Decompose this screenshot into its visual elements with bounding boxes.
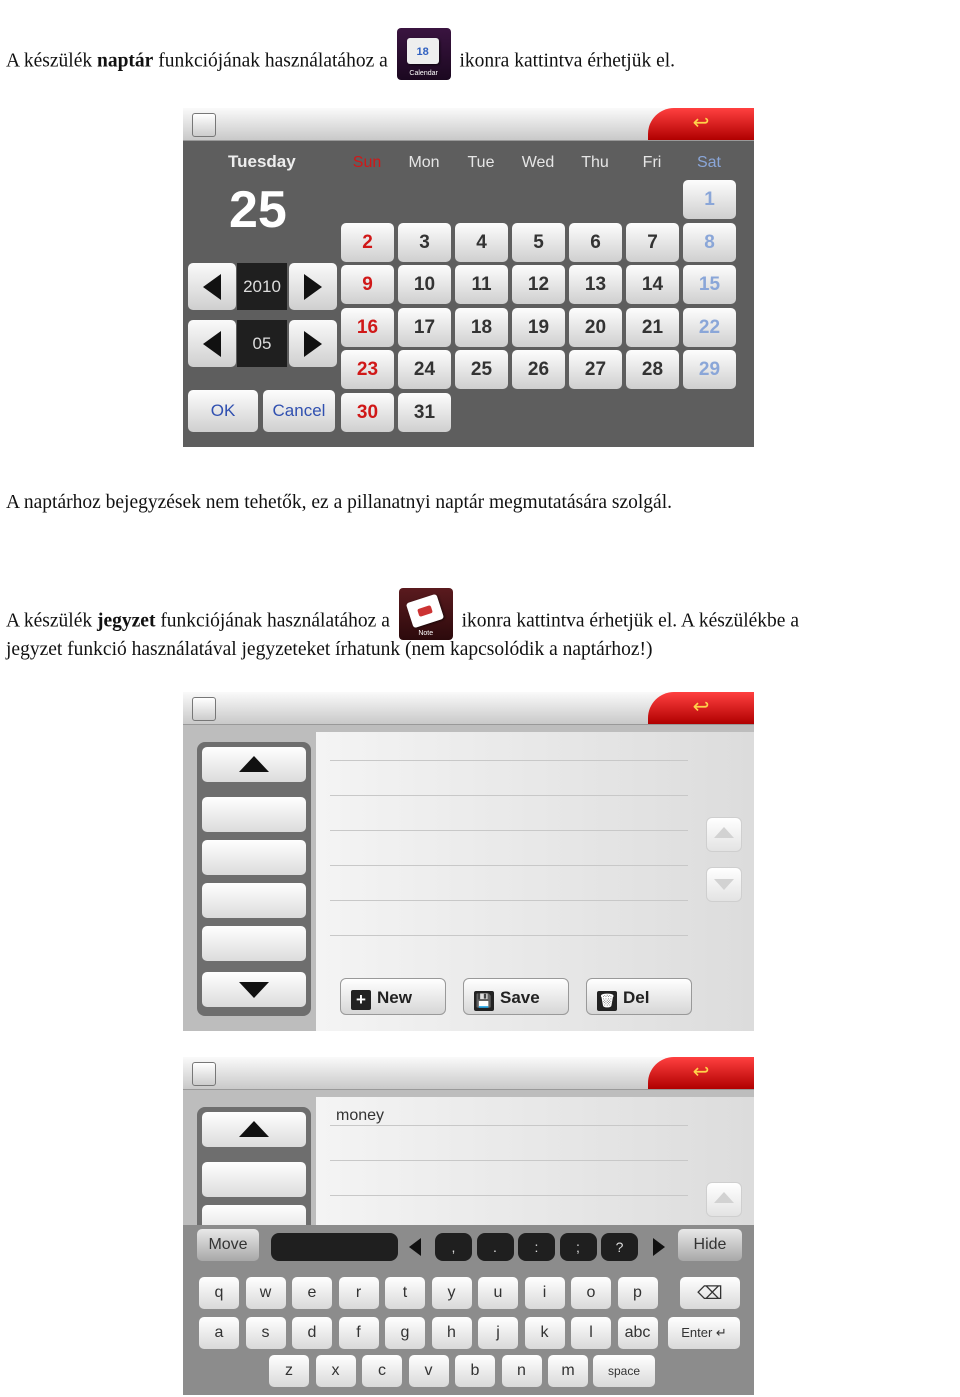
calendar-day-cell[interactable]: 23	[341, 350, 394, 389]
calendar-day-cell[interactable]: 7	[626, 223, 679, 262]
calendar-day-cell[interactable]: 18	[455, 308, 508, 347]
notes-icon-label: Note	[418, 630, 434, 637]
calendar-day-cell[interactable]: 15	[683, 265, 736, 304]
note-text: money	[336, 1107, 385, 1124]
calendar-day-cell[interactable]: 16	[341, 308, 394, 347]
calendar-day-cell[interactable]: 1	[683, 180, 736, 219]
calendar-day-cell[interactable]: 17	[398, 308, 451, 347]
key-t[interactable]: t	[385, 1277, 425, 1309]
save-label: Save	[500, 988, 540, 1008]
calendar-top-bar	[183, 108, 754, 141]
list-down-button[interactable]	[202, 972, 306, 1007]
note-list-item[interactable]	[202, 926, 306, 961]
new-label: New	[377, 988, 412, 1008]
down-arrow-icon	[239, 982, 269, 998]
notes-app-icon[interactable]	[399, 588, 453, 640]
calendar-day-cell[interactable]: 25	[455, 350, 508, 389]
key-k[interactable]: k	[525, 1317, 565, 1349]
key-o[interactable]: o	[571, 1277, 611, 1309]
plus-icon: +	[351, 990, 371, 1010]
note-list-item[interactable]	[202, 840, 306, 875]
calendar-day-cell[interactable]: 6	[569, 223, 622, 262]
month-value: 05	[237, 320, 287, 367]
key-q[interactable]: q	[199, 1277, 239, 1309]
down-arrow-icon	[714, 879, 734, 890]
left-arrow-icon	[203, 274, 221, 300]
calendar-day-cell[interactable]: 12	[512, 265, 565, 304]
weekday-header: Thu	[581, 154, 609, 171]
weekday-header: Mon	[408, 154, 440, 171]
key-b[interactable]: b	[455, 1355, 495, 1387]
calendar-day-cell[interactable]: 8	[683, 223, 736, 262]
save-note-button[interactable]	[463, 978, 569, 1015]
right-arrow-icon	[304, 274, 322, 300]
calendar-app-icon[interactable]	[397, 28, 451, 80]
year-prev-button[interactable]	[188, 263, 236, 310]
calendar-day-cell[interactable]: 14	[626, 265, 679, 304]
calendar-day-cell[interactable]: 20	[569, 308, 622, 347]
cancel-button[interactable]: Cancel	[263, 390, 335, 432]
list-up-button[interactable]	[202, 1112, 306, 1147]
notes-paragraph-line2: jegyzet funkció használatával jegyzeteket írhatunk (nem kapcsolódik a naptárhoz!)	[6, 639, 653, 660]
scroll-up-button[interactable]	[706, 817, 742, 852]
scroll-down-button[interactable]	[706, 867, 742, 902]
calendar-day-cell[interactable]: 3	[398, 223, 451, 262]
calendar-day-cell[interactable]: 19	[512, 308, 565, 347]
para3-mid: funkciójának használatához a	[155, 610, 395, 632]
back-arrow-icon: ↩	[692, 696, 710, 718]
para3-pre: A készülék	[6, 610, 97, 632]
calendar-screen	[183, 108, 754, 447]
key-v[interactable]: v	[409, 1355, 449, 1387]
save-icon: 💾	[474, 991, 494, 1011]
selected-date: 25	[229, 181, 287, 239]
selected-weekday: Tuesday	[228, 152, 296, 171]
key-f[interactable]: f	[339, 1317, 379, 1349]
calendar-day-cell[interactable]: 21	[626, 308, 679, 347]
on-screen-keyboard	[183, 1225, 754, 1395]
candidate-field	[271, 1233, 398, 1261]
calendar-icon-label: Calendar	[409, 70, 438, 77]
key-w[interactable]: w	[246, 1277, 286, 1309]
calendar-day-cell[interactable]: 13	[569, 265, 622, 304]
key-l[interactable]: l	[571, 1317, 611, 1349]
ok-button[interactable]: OK	[188, 390, 258, 432]
up-arrow-icon	[714, 1192, 734, 1203]
key-n[interactable]: n	[502, 1355, 542, 1387]
symbol-key[interactable]: ?	[601, 1233, 638, 1261]
up-arrow-icon	[714, 827, 734, 838]
weekday-header: Tue	[467, 154, 495, 171]
weekday-header: Fri	[642, 154, 662, 171]
up-arrow-icon	[239, 1121, 269, 1137]
notes-editor-screen	[183, 692, 754, 1031]
space-key[interactable]: space	[593, 1355, 655, 1387]
back-arrow-icon: ↩	[692, 1061, 710, 1083]
key-u[interactable]: u	[478, 1277, 518, 1309]
delete-note-button[interactable]	[586, 978, 692, 1015]
new-note-button[interactable]	[340, 978, 446, 1015]
month-next-button[interactable]	[289, 320, 337, 367]
para1-bold: naptár	[96, 50, 154, 72]
notes-keyboard-screen	[183, 1057, 754, 1395]
symbol-key[interactable]: .	[477, 1233, 514, 1261]
calendar-day-cell[interactable]: 22	[683, 308, 736, 347]
calendar-day-cell[interactable]: 11	[455, 265, 508, 304]
key-x[interactable]: x	[316, 1355, 356, 1387]
symbol-key[interactable]: ;	[560, 1233, 597, 1261]
key-d[interactable]: d	[292, 1317, 332, 1349]
key-g[interactable]: g	[385, 1317, 425, 1349]
calendar-day-cell[interactable]: 2	[341, 223, 394, 262]
calendar-header-icon	[192, 113, 216, 137]
notes-header-icon	[192, 1062, 216, 1086]
right-arrow-icon	[304, 331, 322, 357]
year-value: 2010	[237, 263, 287, 310]
key-c[interactable]: c	[362, 1355, 402, 1387]
para1-post: ikonra kattintva érhetjük el.	[454, 50, 676, 72]
key-h[interactable]: h	[432, 1317, 472, 1349]
note-list-panel	[197, 742, 311, 1016]
calendar-day-cell[interactable]: 26	[512, 350, 565, 389]
list-up-button[interactable]	[202, 747, 306, 782]
para1-pre: A készülék	[6, 50, 97, 72]
symbol-key[interactable]: ,	[435, 1233, 472, 1261]
key-j[interactable]: j	[478, 1317, 518, 1349]
calendar-day-cell[interactable]: 5	[512, 223, 565, 262]
weekday-header: Sat	[696, 154, 721, 171]
key-z[interactable]: z	[269, 1355, 309, 1387]
notes-top-bar	[183, 692, 754, 725]
month-prev-button[interactable]	[188, 320, 236, 367]
note-list-item[interactable]	[202, 1162, 306, 1197]
calendar-icon-number: 18	[416, 46, 429, 58]
intro-calendar-paragraph	[6, 36, 675, 88]
left-arrow-icon	[203, 331, 221, 357]
trash-icon: 🗑	[597, 991, 617, 1011]
weekday-header: Wed	[521, 154, 555, 171]
key-y[interactable]: y	[432, 1277, 472, 1309]
del-label: Del	[623, 988, 650, 1008]
up-arrow-icon	[239, 756, 269, 772]
calendar-day-cell[interactable]: 31	[398, 393, 451, 432]
move-button[interactable]: Move	[197, 1229, 259, 1261]
symbol-key[interactable]: :	[518, 1233, 555, 1261]
enter-key[interactable]: Enter ↵	[668, 1317, 740, 1349]
calendar-day-cell[interactable]: 24	[398, 350, 451, 389]
para3-bold: jegyzet	[96, 610, 156, 632]
back-button[interactable]	[648, 692, 754, 724]
back-button[interactable]	[648, 108, 754, 140]
back-button[interactable]	[648, 1057, 754, 1089]
calendar-day-cell[interactable]: 4	[455, 223, 508, 262]
notes-top-bar	[183, 1057, 754, 1090]
year-next-button[interactable]	[289, 263, 337, 310]
calendar-note-paragraph: A naptárhoz bejegyzések nem tehetők, ez a pillanatnyi naptár megmutatására szolgál.	[6, 492, 672, 513]
hide-button[interactable]: Hide	[678, 1229, 742, 1261]
notes-header-icon	[192, 697, 216, 721]
key-s[interactable]: s	[246, 1317, 286, 1349]
weekday-header: Sun	[352, 154, 382, 171]
calendar-day-cell[interactable]: 29	[683, 350, 736, 389]
backspace-key[interactable]: ⌫	[680, 1277, 740, 1309]
scroll-up-button[interactable]	[706, 1182, 742, 1217]
calendar-day-cell[interactable]: 10	[398, 265, 451, 304]
key-m[interactable]: m	[548, 1355, 588, 1387]
key-e[interactable]: e	[292, 1277, 332, 1309]
note-list-item[interactable]	[202, 883, 306, 918]
para3-post: ikonra kattintva érhetjük el. A készülékbe a	[456, 610, 799, 632]
right-arrow-icon[interactable]	[653, 1238, 665, 1256]
calendar-day-cell[interactable]: 9	[341, 265, 394, 304]
note-list-item[interactable]	[202, 797, 306, 832]
calendar-day-cell[interactable]: 27	[569, 350, 622, 389]
key-r[interactable]: r	[339, 1277, 379, 1309]
calendar-day-cell[interactable]: 28	[626, 350, 679, 389]
calendar-day-cell[interactable]: 30	[341, 393, 394, 432]
key-p[interactable]: p	[618, 1277, 658, 1309]
key-a[interactable]: a	[199, 1317, 239, 1349]
key-abc[interactable]: abc	[618, 1317, 658, 1349]
key-i[interactable]: i	[525, 1277, 565, 1309]
back-arrow-icon: ↩	[692, 112, 710, 134]
para1-mid: funkciójának használatához a	[153, 50, 393, 72]
left-arrow-icon[interactable]	[409, 1238, 421, 1256]
